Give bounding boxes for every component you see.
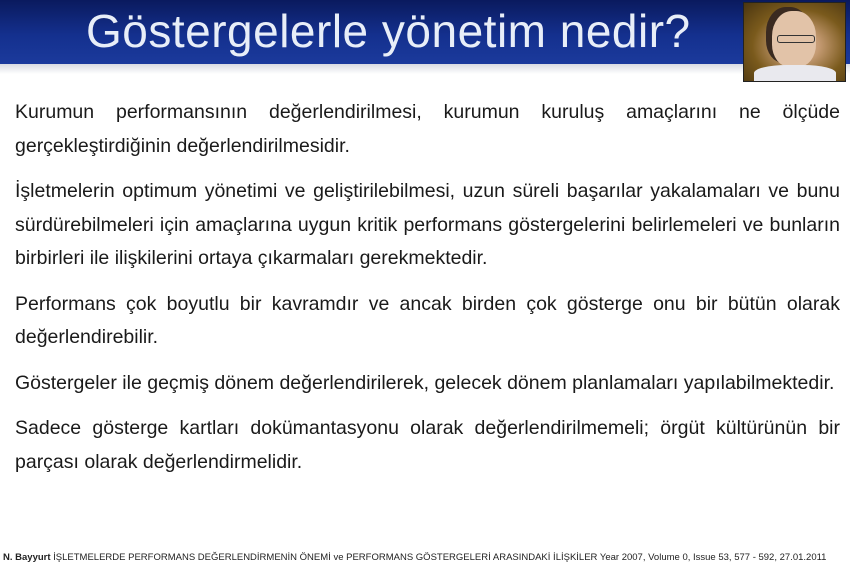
paragraph: Göstergeler ile geçmiş dönem değerlendirilerek, gelecek dönem planlamaları yapılabilmektedir. — [15, 371, 835, 394]
slide-body — [15, 96, 840, 491]
title-bar — [0, 0, 850, 64]
webcam-video[interactable] — [743, 2, 846, 82]
title-shadow — [0, 64, 850, 74]
slide-title: Göstergelerle yönetim nedir? — [86, 5, 691, 57]
presenter-glasses — [777, 35, 815, 43]
presenter-shirt — [754, 65, 836, 82]
citation-text: İŞLETMELERDE PERFORMANS DEĞERLENDİRMENİN ÖNEMİ ve PERFORMANS GÖSTERGELERİ ARASINDAKİ İLİŞKİLER Year 2007, Volume 0, Issue 53, 577 - 592, 27.01.2011 — [53, 552, 827, 563]
paragraph: Performans çok boyutlu bir kavramdır ve ancak birden çok gösterge onu bir bütün olarak değerlendirebilir. — [15, 292, 840, 348]
paragraph: Sadece gösterge kartları dokümantasyonu olarak değerlendirilmemeli; örgüt kültürünün bir parçası olarak değerlendirmelidir. — [15, 417, 840, 473]
paragraph: Kurumun performansının değerlendirilmesi, kurumun kuruluş amaçlarını ne ölçüde gerçekleştirdiğinin değerlendirilmesidir. — [15, 101, 840, 157]
citation-footer — [3, 552, 826, 563]
citation-author: N. Bayyurt — [3, 552, 51, 563]
paragraph: İşletmelerin optimum yönetimi ve geliştirilebilmesi, uzun süreli başarılar yakalamaları ve bunu sürdürebilmeleri için amaçlarına uygun kritik performans göstergelerini belirlemeleri ve bunların birbirleri ile ilişkilerini ortaya çıkarmaları gerekmektedir. — [15, 180, 840, 269]
